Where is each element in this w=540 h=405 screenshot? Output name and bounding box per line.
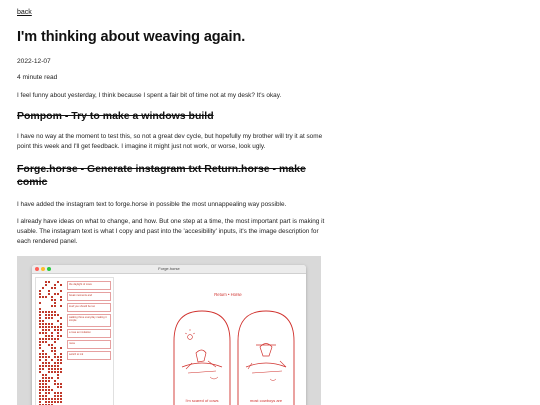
grid-cell	[54, 392, 56, 394]
grid-cell	[45, 374, 47, 376]
grid-cell	[45, 353, 47, 355]
grid-cell	[39, 383, 41, 385]
grid-cell	[60, 335, 62, 337]
grid-cell	[42, 368, 44, 370]
grid-cell	[39, 386, 41, 388]
grid-cell	[42, 386, 44, 388]
grid-cell	[60, 371, 62, 373]
grid-cell	[54, 356, 56, 358]
grid-cell	[39, 332, 41, 334]
grid-cell	[54, 365, 56, 367]
grid-cell	[48, 356, 50, 358]
intro-paragraph: I feel funny about yesterday, I think because I spent a fair bit of time not at my desk? It's okay.	[17, 92, 282, 99]
grid-cell	[60, 323, 62, 325]
grid-cell	[42, 383, 44, 385]
grid-cell	[51, 389, 53, 391]
grid-cell	[42, 311, 44, 313]
grid-cell	[48, 317, 50, 319]
grid-cell	[51, 377, 53, 379]
grid-cell	[39, 380, 41, 382]
grid-cell	[57, 368, 59, 370]
grid-cell	[57, 338, 59, 340]
grid-cell	[45, 389, 47, 391]
grid-cell	[60, 368, 62, 370]
grid-cell	[51, 287, 53, 289]
grid-cell	[42, 362, 44, 364]
grid-cell	[60, 359, 62, 361]
post-title: I'm thinking about weaving again.	[17, 29, 246, 45]
read-time: 4 minute read	[17, 74, 58, 81]
grid-cell	[60, 353, 62, 355]
grid-cell	[51, 323, 53, 325]
grid-cell	[54, 353, 56, 355]
section-paragraph: I already have ideas on what to change, and how. But one step at a time, the most important part is making it usable. The instagram text is what I copy and past into the 'accesibility' inputs, it's the image description for each rendered panel.	[17, 218, 325, 245]
grid-cell	[57, 293, 59, 295]
section-paragraph: I have no way at the moment to test this, so not a great dev cycle, but hopefully my brother will try it at some point this week and I'll get feedback. I imagine it might just not work, or worse, look ugly.	[17, 133, 323, 150]
grid-cell	[51, 401, 53, 403]
grid-cell	[48, 314, 50, 316]
grid-cell	[48, 377, 50, 379]
grid-cell	[42, 398, 44, 400]
grid-cell	[45, 380, 47, 382]
grid-cell	[39, 395, 41, 397]
forge-horse-screenshot	[17, 256, 321, 405]
grid-cell	[42, 380, 44, 382]
grid-cell	[57, 329, 59, 331]
grid-cell	[51, 344, 53, 346]
grid-cell	[39, 371, 41, 373]
grid-cell	[57, 377, 59, 379]
grid-cell	[51, 371, 53, 373]
grid-cell	[60, 362, 62, 364]
grid-cell	[54, 341, 56, 343]
grid-cell	[57, 281, 59, 283]
grid-cell	[60, 296, 62, 298]
grid-cell	[57, 392, 59, 394]
grid-cell	[51, 326, 53, 328]
grid-cell	[60, 329, 62, 331]
grid-cell	[39, 398, 41, 400]
grid-cell	[42, 365, 44, 367]
comic-panel-left	[174, 311, 230, 405]
grid-cell	[57, 395, 59, 397]
grid-cell	[42, 332, 44, 334]
grid-cell	[48, 392, 50, 394]
grid-cell	[54, 368, 56, 370]
grid-cell	[42, 320, 44, 322]
grid-cell	[57, 398, 59, 400]
panel-text-input: switch to ink	[67, 351, 111, 360]
grid-cell	[48, 329, 50, 331]
grid-cell	[39, 347, 41, 349]
grid-cell	[60, 383, 62, 385]
section-paragraph: I have added the instagram text to forge.horse in possible the most unnappealing way possible.	[17, 201, 287, 208]
grid-cell	[48, 365, 50, 367]
grid-cell	[45, 311, 47, 313]
grid-cell	[48, 311, 50, 313]
grid-cell	[45, 338, 47, 340]
grid-cell	[60, 386, 62, 388]
grid-cell	[54, 293, 56, 295]
grid-cell	[48, 362, 50, 364]
grid-cell	[57, 320, 59, 322]
panel-text-input: loud you should be too	[67, 303, 111, 312]
grid-cell	[45, 281, 47, 283]
grid-cell	[60, 356, 62, 358]
grid-cell	[60, 401, 62, 403]
grid-cell	[54, 299, 56, 301]
grid-cell	[45, 401, 47, 403]
grid-cell	[60, 398, 62, 400]
grid-cell	[48, 338, 50, 340]
grid-cell	[57, 374, 59, 376]
grid-cell	[45, 317, 47, 319]
grid-cell	[48, 380, 50, 382]
grid-cell	[51, 338, 53, 340]
grid-cell	[54, 395, 56, 397]
grid-cell	[51, 365, 53, 367]
grid-cell	[45, 335, 47, 337]
grid-cell	[60, 290, 62, 292]
panel-text-input: walking three everyday making it simple	[67, 314, 111, 327]
grid-cell	[51, 335, 53, 337]
grid-cell	[42, 350, 44, 352]
grid-cell	[39, 311, 41, 313]
grid-cell	[54, 371, 56, 373]
grid-cell	[45, 386, 47, 388]
grid-cell	[51, 332, 53, 334]
grid-cell	[54, 311, 56, 313]
grid-cell	[48, 368, 50, 370]
grid-cell	[39, 368, 41, 370]
grid-cell	[54, 338, 56, 340]
grid-cell	[39, 308, 41, 310]
grid-cell	[42, 356, 44, 358]
grid-cell	[48, 290, 50, 292]
grid-cell	[57, 365, 59, 367]
back-link[interactable]: back	[17, 9, 32, 16]
grid-cell	[51, 317, 53, 319]
grid-cell	[57, 332, 59, 334]
grid-cell	[39, 389, 41, 391]
grid-cell	[48, 401, 50, 403]
grid-cell	[45, 326, 47, 328]
grid-cell	[54, 314, 56, 316]
grid-cell	[51, 359, 53, 361]
grid-cell	[45, 341, 47, 343]
grid-cell	[45, 377, 47, 379]
comic-title: Return • Horse	[214, 292, 242, 297]
grid-cell	[39, 296, 41, 298]
grid-cell	[45, 392, 47, 394]
grid-cell	[39, 320, 41, 322]
grid-cell	[45, 359, 47, 361]
grid-cell	[54, 362, 56, 364]
grid-cell	[54, 326, 56, 328]
grid-cell	[57, 314, 59, 316]
grid-cell	[57, 386, 59, 388]
grid-cell	[39, 401, 41, 403]
grid-cell	[42, 341, 44, 343]
panel-text-input: break moments and	[67, 292, 111, 301]
app-window	[32, 265, 306, 405]
grid-cell	[45, 356, 47, 358]
grid-cell	[54, 380, 56, 382]
grid-cell	[45, 296, 47, 298]
grid-cell	[54, 329, 56, 331]
grid-cell	[48, 281, 50, 283]
grid-cell	[60, 305, 62, 307]
grid-cell	[51, 347, 53, 349]
grid-cell	[42, 326, 44, 328]
grid-cell	[45, 365, 47, 367]
grid-cell	[39, 392, 41, 394]
grid-cell	[60, 317, 62, 319]
grid-cell	[39, 341, 41, 343]
grid-cell	[42, 338, 44, 340]
window-titlebar	[32, 265, 306, 274]
grid-cell	[54, 350, 56, 352]
grid-cell	[48, 323, 50, 325]
grid-cell	[39, 293, 41, 295]
grid-cell	[39, 365, 41, 367]
comic-canvas	[152, 289, 302, 405]
grid-cell	[54, 305, 56, 307]
grid-cell	[51, 311, 53, 313]
grid-cell	[45, 395, 47, 397]
grid-cell	[42, 389, 44, 391]
section-heading-pompom: Pompom - Try to make a windows build	[17, 110, 214, 122]
grid-cell	[60, 284, 62, 286]
grid-cell	[51, 350, 53, 352]
grid-cell	[45, 329, 47, 331]
grid-cell	[54, 383, 56, 385]
panel-text-input: the daylight of cows	[67, 281, 111, 290]
grid-cell	[39, 353, 41, 355]
grid-cell	[51, 299, 53, 301]
grid-cell	[39, 356, 41, 358]
grid-cell	[42, 329, 44, 331]
grid-cell	[45, 383, 47, 385]
grid-cell	[51, 368, 53, 370]
grid-cell	[60, 392, 62, 394]
grid-cell	[42, 323, 44, 325]
grid-cell	[54, 398, 56, 400]
section-heading-forge: Forge.horse - Generate instagram txt Return.horse - make comic	[17, 163, 306, 188]
grid-cell	[54, 284, 56, 286]
grid-cell	[57, 383, 59, 385]
grid-cell	[45, 332, 47, 334]
panel-text-input: meta	[67, 340, 111, 349]
grid-cell	[60, 299, 62, 301]
window-title: Forge.horse	[158, 266, 180, 271]
grid-cell	[48, 398, 50, 400]
grid-cell	[54, 401, 56, 403]
grid-cell	[48, 344, 50, 346]
grid-cell	[39, 344, 41, 346]
grid-cell	[39, 326, 41, 328]
grid-cell	[39, 323, 41, 325]
grid-cell	[60, 326, 62, 328]
grid-cell	[54, 347, 56, 349]
grid-cell	[39, 290, 41, 292]
grid-cell	[45, 323, 47, 325]
panel-text-input: a rose an invitation	[67, 329, 111, 338]
grid-cell	[54, 302, 56, 304]
grid-cell	[42, 287, 44, 289]
grid-cell	[39, 317, 41, 319]
grid-cell	[39, 359, 41, 361]
post-date: 2022-12-07	[17, 58, 51, 65]
text-inputs	[67, 281, 111, 362]
panel-caption: most cowboys are	[249, 398, 283, 403]
grid-cell	[57, 401, 59, 403]
grid-cell	[42, 296, 44, 298]
grid-cell	[39, 338, 41, 340]
grid-cell	[51, 305, 53, 307]
grid-cell	[42, 377, 44, 379]
grid-cell	[57, 371, 59, 373]
grid-cell	[42, 353, 44, 355]
panel-caption: I'm scared of cows	[185, 398, 219, 403]
grid-cell	[57, 359, 59, 361]
grid-cell	[48, 386, 50, 388]
grid-cell	[42, 395, 44, 397]
grid-cell	[51, 296, 53, 298]
grid-cell	[60, 395, 62, 397]
grid-cell	[45, 314, 47, 316]
grid-cell	[48, 371, 50, 373]
grid-cell	[57, 356, 59, 358]
grid-cell	[54, 287, 56, 289]
grid-cell	[45, 398, 47, 400]
editor-pane	[35, 277, 114, 405]
grid-cell	[51, 398, 53, 400]
grid-cell	[51, 314, 53, 316]
grid-cell	[60, 347, 62, 349]
grid-cell	[57, 326, 59, 328]
grid-cell	[57, 362, 59, 364]
grid-cell	[48, 326, 50, 328]
grid-cell	[48, 389, 50, 391]
grid-cell	[57, 335, 59, 337]
grid-cell	[39, 314, 41, 316]
grid-cell	[45, 284, 47, 286]
grid-cell	[48, 293, 50, 295]
grid-cell	[45, 362, 47, 364]
grid-cell	[48, 335, 50, 337]
grid-cell	[39, 302, 41, 304]
grid-cell	[42, 374, 44, 376]
comic-panel-right	[238, 311, 294, 405]
